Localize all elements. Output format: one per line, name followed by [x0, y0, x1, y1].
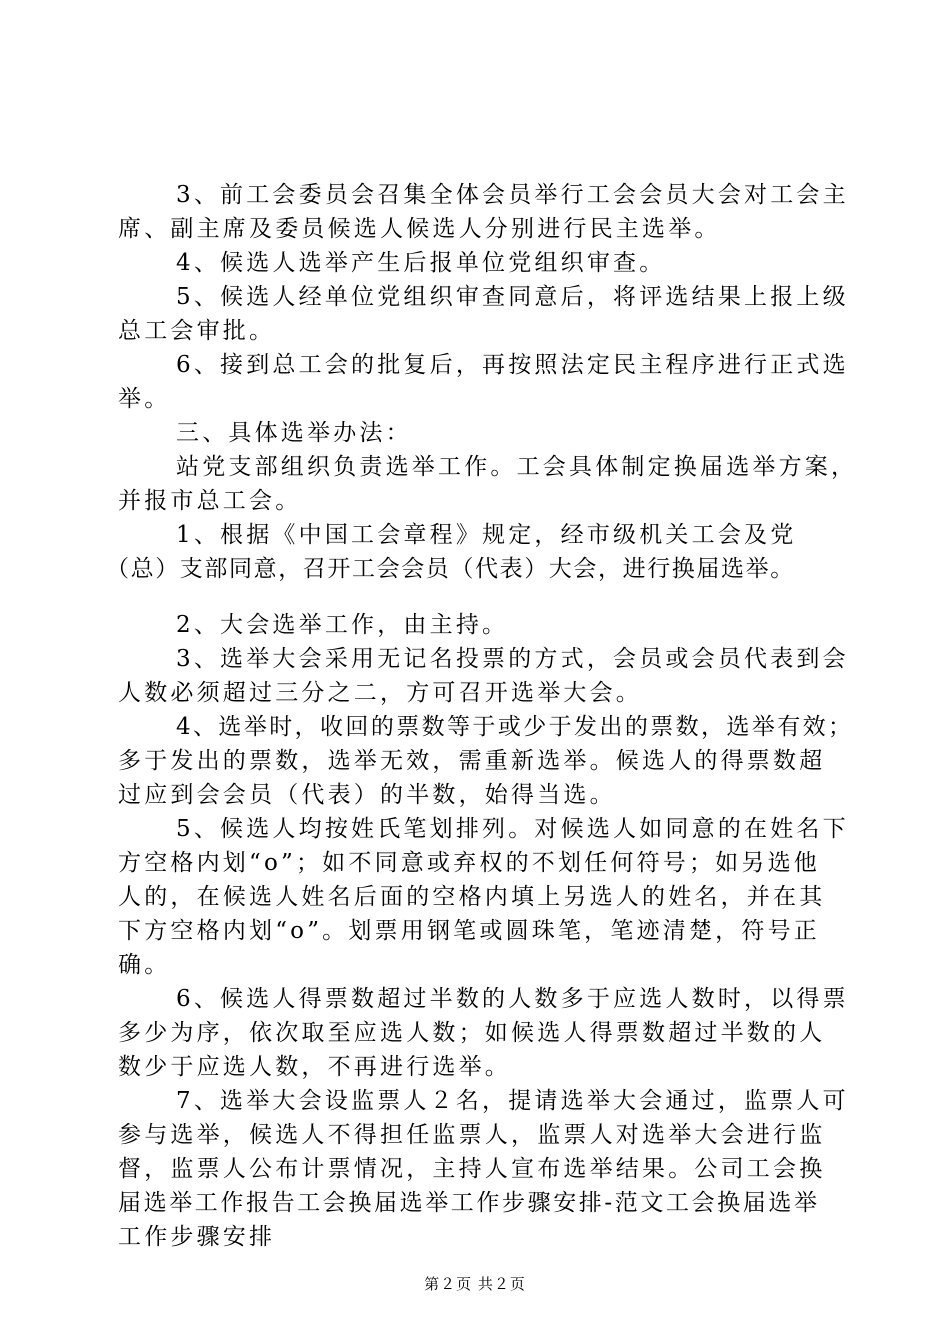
paragraph-line: 过应到会会员（代表）的半数，始得当选。: [118, 782, 616, 808]
section-heading: 三、具体选举办法：: [176, 420, 412, 446]
paragraph-line: 人数必须超过三分之二，方可召开选举大会。: [118, 680, 642, 706]
paragraph-line: 数少于应选人数，不再进行选举。: [118, 1054, 511, 1080]
paragraph-line: 届选举工作报告工会换届选举工作步骤安排-范文工会换届选举: [118, 1190, 820, 1216]
paragraph-line: 总工会审批。: [118, 318, 276, 344]
paragraph-line: 7、选举大会设监票人２名，提请选举大会通过，监票人可: [176, 1088, 849, 1114]
paragraph-line: 4、候选人选举产生后报单位党组织审查。: [176, 250, 666, 276]
paragraph-line: 举。: [118, 386, 171, 412]
paragraph-line: 方空格内划“o”；如不同意或弃权的不划任何符号；如另选他: [118, 850, 820, 876]
paragraph-line: 多少为序，依次取至应选人数；如候选人得票数超过半数的人: [118, 1020, 826, 1046]
paragraph-line: 3、前工会委员会召集全体会员举行工会会员大会对工会主: [176, 182, 849, 208]
page-number-footer: 第２页 共２页: [424, 1275, 526, 1293]
paragraph-line: 5、候选人均按姓氏笔划排列。对候选人如同意的在姓名下: [176, 816, 849, 842]
paragraph-line: 多于发出的票数，选举无效，需重新选举。候选人的得票数超: [118, 748, 826, 774]
paragraph-line: 5、候选人经单位党组织审查同意后，将评选结果上报上级: [176, 284, 849, 310]
paragraph-line: 确。: [118, 952, 171, 978]
paragraph-line: 参与选举，候选人不得担任监票人，监票人对选举大会进行监: [118, 1122, 826, 1148]
paragraph-line: 下方空格内划“o”。划票用钢笔或圆珠笔，笔迹清楚，符号正: [118, 918, 820, 944]
paragraph-line: 2、大会选举工作，由主持。: [176, 612, 509, 638]
paragraph-line: 站党支部组织负责选举工作。工会具体制定换届选举方案，: [176, 454, 858, 480]
paragraph-line: 4、选举时，收回的票数等于或少于发出的票数，选举有效；: [176, 714, 854, 740]
paragraph-line: 并报市总工会。: [118, 488, 302, 514]
paragraph-line: 3、选举大会采用无记名投票的方式，会员或会员代表到会: [176, 646, 849, 672]
paragraph-line: 席、副主席及委员候选人候选人分别进行民主选举。: [118, 216, 721, 242]
paragraph-line: 6、候选人得票数超过半数的人数多于应选人数时，以得票: [176, 986, 849, 1012]
paragraph-line: 督，监票人公布计票情况，主持人宣布选举结果。公司工会换: [118, 1156, 826, 1182]
paragraph-line: （总）支部同意，召开工会会员（代表）大会，进行换届选举。: [106, 556, 795, 582]
paragraph-line: 6、接到总工会的批复后，再按照法定民主程序进行正式选: [176, 352, 849, 378]
paragraph-line: 人的，在候选人姓名后面的空格内填上另选人的姓名，并在其: [118, 884, 826, 910]
paragraph-line: 1、根据《中国工会章程》规定，经市级机关工会及党: [176, 522, 797, 548]
paragraph-line: 工作步骤安排: [118, 1224, 276, 1250]
